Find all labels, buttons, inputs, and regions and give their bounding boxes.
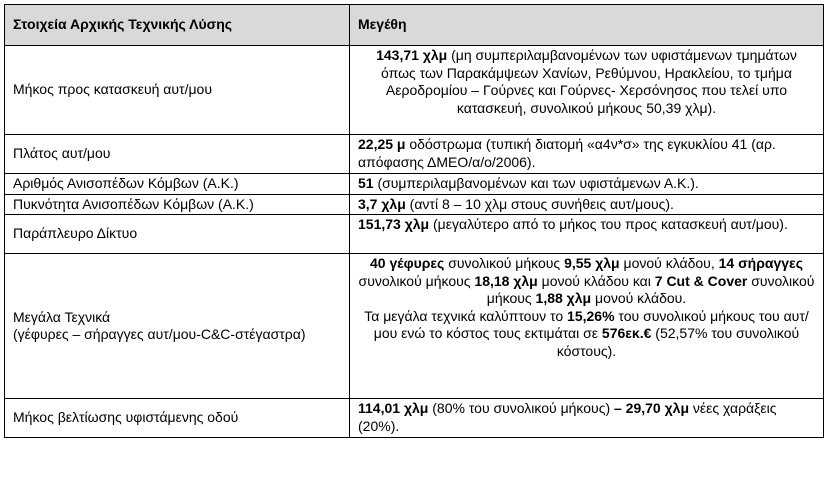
document-page xyxy=(4,4,824,438)
header-quantities: Μεγέθη xyxy=(350,5,824,46)
value-bold: 40 γέφυρες xyxy=(370,255,445,271)
value-bold: 9,55 χλμ xyxy=(564,255,620,271)
value-bold: 22,25 μ xyxy=(358,136,406,152)
row-value xyxy=(350,254,824,399)
value-text: συνολικού μήκους xyxy=(444,255,565,271)
value-bold: 7 Cut & Cover xyxy=(654,272,748,289)
row-value xyxy=(350,135,824,174)
row-label: Πυκνότητα Ανισοπέδων Κόμβων (Α.Κ.) xyxy=(5,194,350,215)
value-text: (μεγαλύτερο από το μήκος του προς κατασκευή αυτ/μου). xyxy=(429,216,788,232)
table-row xyxy=(5,135,824,174)
value-bold: 51 xyxy=(358,175,374,191)
row-value xyxy=(350,46,824,135)
value-text: Τα μεγάλα τεχνικά καλύπτουν το xyxy=(364,307,568,324)
value-text: (συμπεριλαμβανομένων και των υφιστάμενων Α.Κ.). xyxy=(373,175,699,191)
value-bold: 3,7 χλμ xyxy=(358,195,406,212)
row-label: Παράπλευρο Δίκτυο xyxy=(5,215,350,254)
technical-solution-table xyxy=(4,4,824,438)
value-text: συνολικού μήκους xyxy=(358,272,475,289)
value-bold: – 29,70 χλμ xyxy=(614,400,690,416)
row-label-main: Μεγάλα Τεχνικά xyxy=(13,308,111,325)
value-bold: 114,01 χλμ xyxy=(358,400,429,416)
table-row xyxy=(5,215,824,254)
value-text: μονού κλάδου. xyxy=(591,290,687,306)
table-row xyxy=(5,254,824,399)
table-row xyxy=(5,399,824,438)
value-text: νέες χαράξεις ( xyxy=(358,400,777,434)
table-row xyxy=(5,194,824,215)
value-bold: 143,71 χλμ xyxy=(376,47,448,63)
table-row xyxy=(5,46,824,135)
value-text: (80% του συνολικού μήκους) xyxy=(428,400,614,416)
row-value xyxy=(350,399,824,438)
row-label xyxy=(5,254,350,399)
value-text: (52,57% του συνολικού κόστους). xyxy=(556,325,800,359)
row-value xyxy=(350,215,824,254)
value-bold: 576εκ.€ xyxy=(601,325,652,341)
value-text: συνολικού μήκους xyxy=(486,272,815,306)
value-text: μονού κλάδου, xyxy=(619,255,719,271)
value-text: (αντί 8 – 10 χλμ στους συνήθεις αυτ/μους). xyxy=(405,195,674,212)
row-label: Αριθμός Ανισοπέδων Κόμβων (Α.Κ.) xyxy=(5,174,350,195)
row-label-sub: (γέφυρες – σήραγγες αυτ/μου-C&C-στέγαστρα) xyxy=(13,326,306,342)
value-bold: 15,26% xyxy=(567,307,615,324)
row-value xyxy=(350,194,824,215)
table-row xyxy=(5,174,824,195)
value-text: 20% xyxy=(362,417,391,434)
value-text: οδόστρωμα (τυπική διατομή «α4ν*σ» της εγκυκλίου 41 (αρ. απόφασης ΔΜΕΟ/α/ο/2006). xyxy=(358,136,776,170)
value-bold: 151,73 χλμ xyxy=(358,216,430,232)
row-label: Μήκος προς κατασκευή αυτ/μου xyxy=(5,46,350,135)
row-label: Μήκος βελτίωσης υφιστάμενης οδού xyxy=(5,399,350,438)
header-elements: Στοιχεία Αρχικής Τεχνικής Λύσης xyxy=(5,5,350,46)
row-label: Πλάτος αυτ/μου xyxy=(5,135,350,174)
value-text: (μη συμπεριλαμβανομένων των υφιστάμενων τμημάτων όπως των Παρακάμψεων Χανίων, Ρεθύμνου, Ηρακλείου, το τμήμα Αεροδρομίου – Γούρνες και Γούρνες- Χερσόνησος που τελεί υπο κατασκευή, συνολικού μήκους 50,39 χλμ). xyxy=(381,47,797,116)
value-text: του συνολικού μήκους του αυτ/μου ενώ το κόστος τους εκτιμάται σε xyxy=(373,307,809,341)
value-text: μονού κλάδου και xyxy=(537,272,655,289)
value-bold: 18,18 χλμ xyxy=(474,272,538,289)
table-header-row xyxy=(5,5,824,46)
value-text: ). xyxy=(390,417,400,434)
value-bold: 14 σήραγγες xyxy=(718,255,803,271)
value-bold: 1,88 χλμ xyxy=(535,290,592,306)
row-value xyxy=(350,174,824,195)
